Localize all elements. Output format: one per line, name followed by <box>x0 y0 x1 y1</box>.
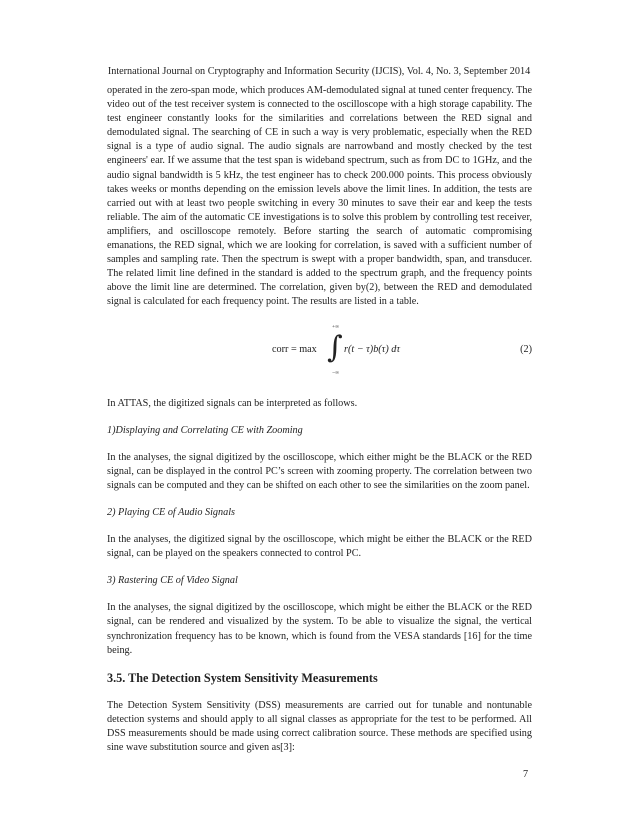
paragraph-zero-span: operated in the zero-span mode, which produces AM-demodulated signal at tuned center frequency. The video out of the test receiver system is connected to the oscilloscope with a high storage capability. The test engineer constantly looks for the similarities and correlations between the RED signal and demodulated signal. The searching of CE in such a way is very problematic, especially when the RED signal is a type of audio signal. The audio signals are narrowband and mostly checked by the test engineers' ear. If we assume that the test span is wideband spectrum, such as from DC to 1GHz, and the audio signal bandwidth is 5 kHz, the test engineer has to check 200.000 points. This process obviously takes weeks or months depending on the emission levels above the limit lines. In addition, the tests are carried out with at least two people switching in every 30 minutes to save their ear and keep the tests reliable. The aim of the automatic CE investigations is to solve this problem by controlling test receiver, amplifiers, and oscilloscope remotely. Before starting the search of automatic compromising emanations, the RED signal, which we are looking for correlation, is saved with a sufficient number of samples and sampling rate. Then the spectrum is swept with a proper bandwidth, span, and transducer. The related limit line defined in the standard is added to the spectrum graph, and the frequency points above the limit line are determined. The correlation, given by(2), between the RED and demodulated signal is calculated for each frequency point. The results are listed in a table. <box>107 85 532 308</box>
correlation-equation <box>107 324 532 384</box>
equation-integrand: r(t − τ)b(τ) dτ <box>344 343 401 355</box>
page-number: 7 <box>523 769 529 780</box>
subheading-displaying: 1)Displaying and Correlating CE with Zooming <box>107 424 303 436</box>
paragraph-dss: The Detection System Sensitivity (DSS) measurements are carried out for tunable and nontunable detection systems and should apply to all signal classes as appropriate for the test to be performed. All DSS measurements should be made using correct calibration source. These methods are specified using sine wave substitution source and given as[3]: <box>107 699 532 753</box>
paragraph-attas-intro: In ATTAS, the digitized signals can be interpreted as follows. <box>107 397 358 409</box>
paragraph-rastering: In the analyses, the signal digitized by the oscilloscope, which might be either the BLACK or the RED signal, can be rendered and visualized by the system. To be able to visualize the signal, the vertical synchronization frequency has to be known, which is found from the VESA standards [16] for the time being. <box>107 602 532 656</box>
equation-lhs: corr = max <box>272 343 317 355</box>
article-body <box>107 84 532 755</box>
integral-upper-limit: +∞ <box>332 323 340 330</box>
section-heading-dss: 3.5. The Detection System Sensitivity Measurements <box>107 670 378 685</box>
integral-lower-limit: −∞ <box>332 369 340 376</box>
subheading-rastering: 3) Rastering CE of Video Signal <box>107 575 238 587</box>
running-header: International Journal on Cryptography and Information Security (IJCIS), Vol. 4, No. 3, September 2014 <box>107 66 531 77</box>
integral-sign: ∫ <box>327 329 343 365</box>
paragraph-displaying: In the analyses, the signal digitized by the oscilloscope, which either might be the BLACK or the RED signal, can be displayed in the control PC’s screen with zooming property. The correlation between two signals can be computed and they can be shifted on each other to see the similarities on the zoom panel. <box>107 451 532 491</box>
integral-symbol <box>327 324 341 376</box>
equation-number: (2) <box>520 343 532 355</box>
paragraph-playing: In the analyses, the digitized signal by the oscilloscope, which might be either the BLACK or the RED signal, can be played on the speakers connected to control PC. <box>107 534 532 560</box>
subheading-playing: 2) Playing CE of Audio Signals <box>107 506 236 518</box>
